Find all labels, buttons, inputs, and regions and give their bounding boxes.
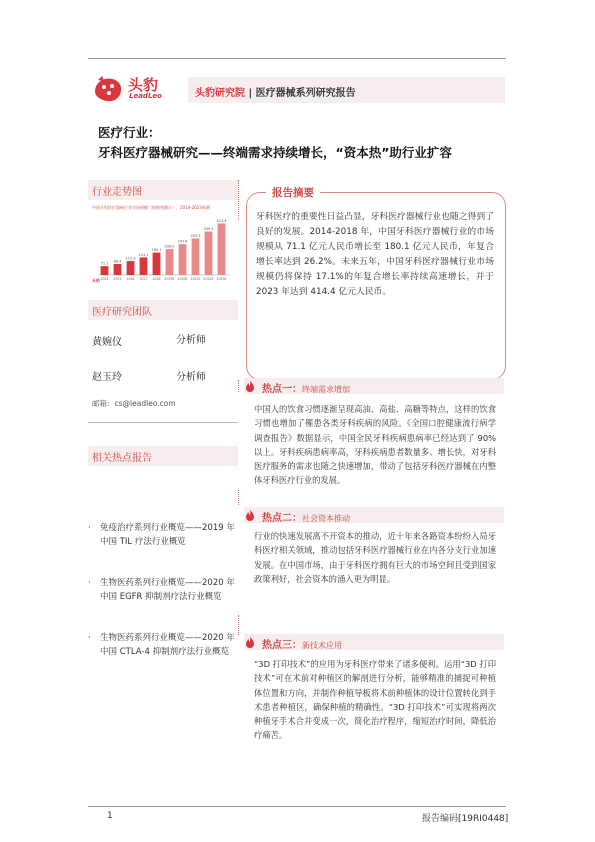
- abstract-text: 牙科医疗的重要性日益凸显，牙科医疗器械行业也随之得到了良好的发展。2014-2018 年，中国牙科医疗器械行业的市场规模从 71.1 亿元人民币增长至 180.1 亿元人民币，年复合增长率达到 26.2%。未来五年，中国牙科医疗器械行业市场规模仍将保持 17.1%的年复合增长率持续高速增长，并于 2023 年达到 414.4 亿元人民币。: [256, 212, 494, 297]
- hotspot-title: 热点二：社会资本推动: [262, 513, 350, 524]
- chart-tick-label: 2021E: [190, 277, 201, 281]
- analyst-name: 黄婉仪: [92, 337, 122, 348]
- header-org: 头豹研究院: [195, 88, 245, 99]
- chart-logo: 头豹: [92, 278, 100, 283]
- hotspot-title: 热点三：新技术应用: [262, 640, 342, 651]
- chart-tick-label: 2022E: [203, 277, 214, 281]
- divider-dotted: [238, 180, 240, 220]
- footer-rule: [88, 806, 506, 807]
- hotspot-text: 行业的快速发展离不开资本的推动，近十年来各路资本纷纷入局牙科医疗相关领域，推动包括牙科医疗器械行业在内各分支行业加速发展。在中国市场，由于牙科医疗拥有巨大的市场空间且受到国家政策利好，社会资本的涌入更为明显。: [254, 531, 496, 584]
- chart-data-label: 141.1: [138, 252, 149, 257]
- chart-bar: [114, 264, 122, 275]
- chart-data-label: 180.1: [151, 248, 162, 253]
- header-title: [195, 84, 356, 99]
- chart-data-label: 414.4: [216, 218, 227, 223]
- page-number: 1: [107, 811, 113, 821]
- chart-bar: [127, 261, 135, 275]
- divider-dotted: [238, 490, 240, 505]
- chart-tick-label: 2019E: [164, 277, 175, 281]
- hotspot-flame-icon: [244, 509, 256, 521]
- divider-dotted: [238, 380, 240, 392]
- report-code: 报告编码[19RI0448]: [422, 814, 509, 824]
- chart-data-label: 111.9: [125, 256, 136, 261]
- chart-tick-label: 2014: [100, 277, 109, 281]
- bullet: ·: [88, 523, 91, 533]
- related-report-link[interactable]: 生物医药系列行业概览——2020 年中国 EGFR 抑制剂疗法行业概览: [100, 578, 235, 602]
- chart-bar: [218, 223, 226, 275]
- top-rule: [88, 58, 506, 59]
- related-report-link[interactable]: 免疫治疗系列行业概览——2019 年中国 TIL 疗法行业概览: [100, 523, 235, 547]
- leopard-logo-icon: [92, 74, 124, 104]
- header-divider: |: [248, 88, 253, 99]
- chart-bar: [192, 239, 200, 275]
- chart-bar: [166, 249, 174, 275]
- chart-bar: [179, 244, 187, 275]
- related-report-link[interactable]: 生物医药系列行业概览——2020 年中国 CTLA-4 抑制剂疗法行业概览: [100, 633, 235, 657]
- chart-tick-label: 2018: [152, 277, 161, 281]
- bullet: ·: [88, 578, 91, 588]
- chart-data-label: 349.5: [203, 227, 214, 232]
- analyst-role: 分析师: [176, 372, 206, 383]
- chart-data-label: 71.1: [100, 261, 109, 266]
- hotspot-flame-icon: [244, 380, 256, 392]
- bullet: ·: [88, 633, 91, 643]
- hotspot-text: “3D 打印技术”的应用为牙科医疗带来了诸多便利。运用“3D 打印技术”可在术前对种植区的解剖进行分析，能够精准的捕捉可种植体位置和方向，并制作种植导板将术前种植体的设计位置转化到手术患者种植区，确保种植的精确性。“3D 打印技术”可实现将两次种植牙手术合并变成一次，简化治疗程序，缩短治疗时间，降低治疗痛苦。: [254, 659, 496, 741]
- analyst-name: 赵玉玲: [92, 372, 122, 383]
- chart-tick-label: 2017: [139, 277, 148, 281]
- analyst-role: 分析师: [176, 335, 206, 346]
- header-series: 医疗器械系列研究报告: [255, 88, 356, 99]
- related-heading: 相关热点报告: [88, 446, 238, 466]
- trend-heading: 行业走势图: [88, 180, 238, 200]
- chart-tick-label: 2016: [126, 277, 135, 281]
- chart-data-label: 88.4: [113, 259, 122, 264]
- page-title-line1: 医疗行业：: [98, 125, 161, 140]
- trend-chart: [92, 205, 232, 285]
- chart-tick-label: 2015: [113, 277, 122, 281]
- logo-text: 头豹: [128, 76, 159, 94]
- chart-bar: [205, 232, 213, 275]
- chart-tick-label: 2020E: [177, 277, 188, 281]
- chart-tick-label: 2023E: [216, 277, 227, 281]
- hotspot-text: 中国人的饮食习惯逐渐呈现高油、高盐、高糖等特点，这样的饮食习惯也增加了罹患各类牙科疾病的风险。《全国口腔健康流行病学调查报告》数据显示，中国全民牙科疾病患病率已经达到了 90%以上。牙科疾病患病率高，牙科疾病患者数量多、增长快，对牙科医疗服务的需求也随之快速增加，带动了包括牙科医疗器械在内整体牙科医疗行业的发展。: [254, 404, 496, 486]
- abstract-title: 报告摘要: [266, 185, 320, 200]
- trend-chart-svg: [92, 213, 232, 285]
- chart-data-label: 293.3: [190, 234, 201, 239]
- chart-bar: [101, 266, 109, 275]
- hotspot-flame-icon: [244, 636, 256, 648]
- team-heading: 医疗研究团队: [88, 300, 238, 320]
- hotspot-title: 热点一：终端需求增加: [262, 384, 350, 395]
- chart-bar: [140, 257, 148, 275]
- logo-subtext: LeadLeo: [129, 92, 162, 100]
- chart-title: 中国牙科医疗器械行业市场规模（按销售额计），2014-2023预测: [92, 205, 210, 210]
- chart-data-label: 208.0: [164, 244, 175, 249]
- page-title-line2: 牙科医疗器械研究——终端需求持续增长，“资本热”助行业扩容: [98, 145, 452, 160]
- sidebar-separator: [88, 422, 238, 423]
- chart-bar: [153, 253, 161, 275]
- chart-data-label: 247.8: [177, 239, 188, 244]
- contact-email[interactable]: 邮箱：cs@leadleo.com: [92, 399, 176, 408]
